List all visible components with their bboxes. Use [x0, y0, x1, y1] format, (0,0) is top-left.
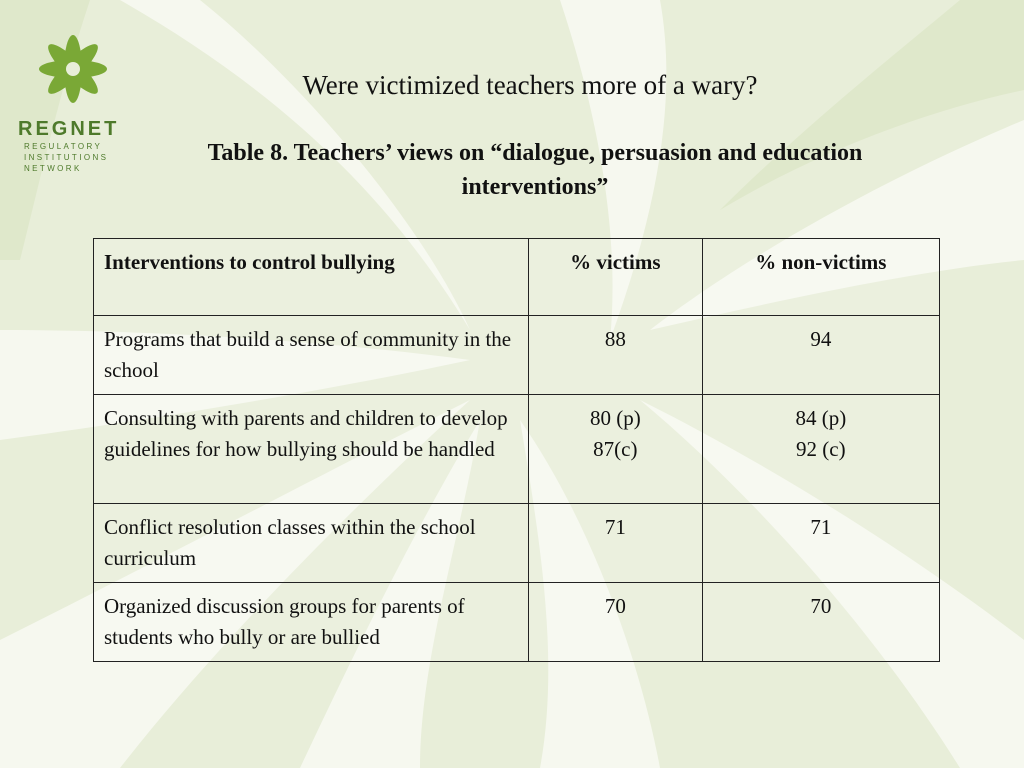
non-victims-cell — [702, 583, 939, 662]
victims-cell — [529, 583, 703, 662]
slide-title: Were victimized teachers more of a wary? — [302, 70, 758, 100]
header-victims: % victims — [529, 239, 703, 316]
intervention-cell: Consulting with parents and children to develop guidelines for how bullying should be handled — [94, 395, 529, 504]
header-interventions: Interventions to control bullying — [94, 239, 529, 316]
logo-tagline-line-2: INSTITUTIONS — [24, 153, 109, 162]
non-victims-cell — [702, 504, 939, 583]
non-victims-cell — [702, 316, 939, 395]
logo-tagline-line-1: REGULATORY — [24, 142, 103, 151]
non-victims-value-parents: 84 (p) — [795, 406, 847, 430]
intervention-cell: Organized discussion groups for parents of students who bully or are bullied — [94, 583, 529, 662]
logo-star-icon — [30, 26, 116, 112]
table-row — [94, 316, 940, 395]
table-row — [94, 583, 940, 662]
victims-value: 88 — [604, 327, 626, 351]
logo-wordmark: REGNET — [18, 118, 120, 140]
victims-value-children: 87(c) — [593, 437, 638, 461]
intervention-cell: Programs that build a sense of community in the school — [94, 316, 529, 395]
interventions-table — [93, 238, 940, 662]
victims-cell — [529, 395, 703, 504]
non-victims-value: 71 — [810, 515, 832, 539]
header-non-victims: % non-victims — [702, 239, 939, 316]
table-caption: Table 8. Teachers’ views on “dialogue, persuasion and education interventions” — [207, 140, 863, 200]
victims-value-parents: 80 (p) — [589, 406, 641, 430]
table-header-row — [94, 239, 940, 316]
victims-value: 71 — [604, 515, 626, 539]
intervention-cell: Conflict resolution classes within the school curriculum — [94, 504, 529, 583]
table-row — [94, 504, 940, 583]
regnet-logo — [18, 26, 128, 174]
victims-cell — [529, 316, 703, 395]
non-victims-cell — [702, 395, 939, 504]
table-row — [94, 395, 940, 504]
non-victims-value-children: 92 (c) — [796, 437, 846, 461]
logo-tagline-line-3: NETWORK — [24, 164, 82, 173]
victims-cell — [529, 504, 703, 583]
victims-value: 70 — [604, 594, 626, 618]
non-victims-value: 70 — [810, 594, 832, 618]
non-victims-value: 94 — [810, 327, 832, 351]
